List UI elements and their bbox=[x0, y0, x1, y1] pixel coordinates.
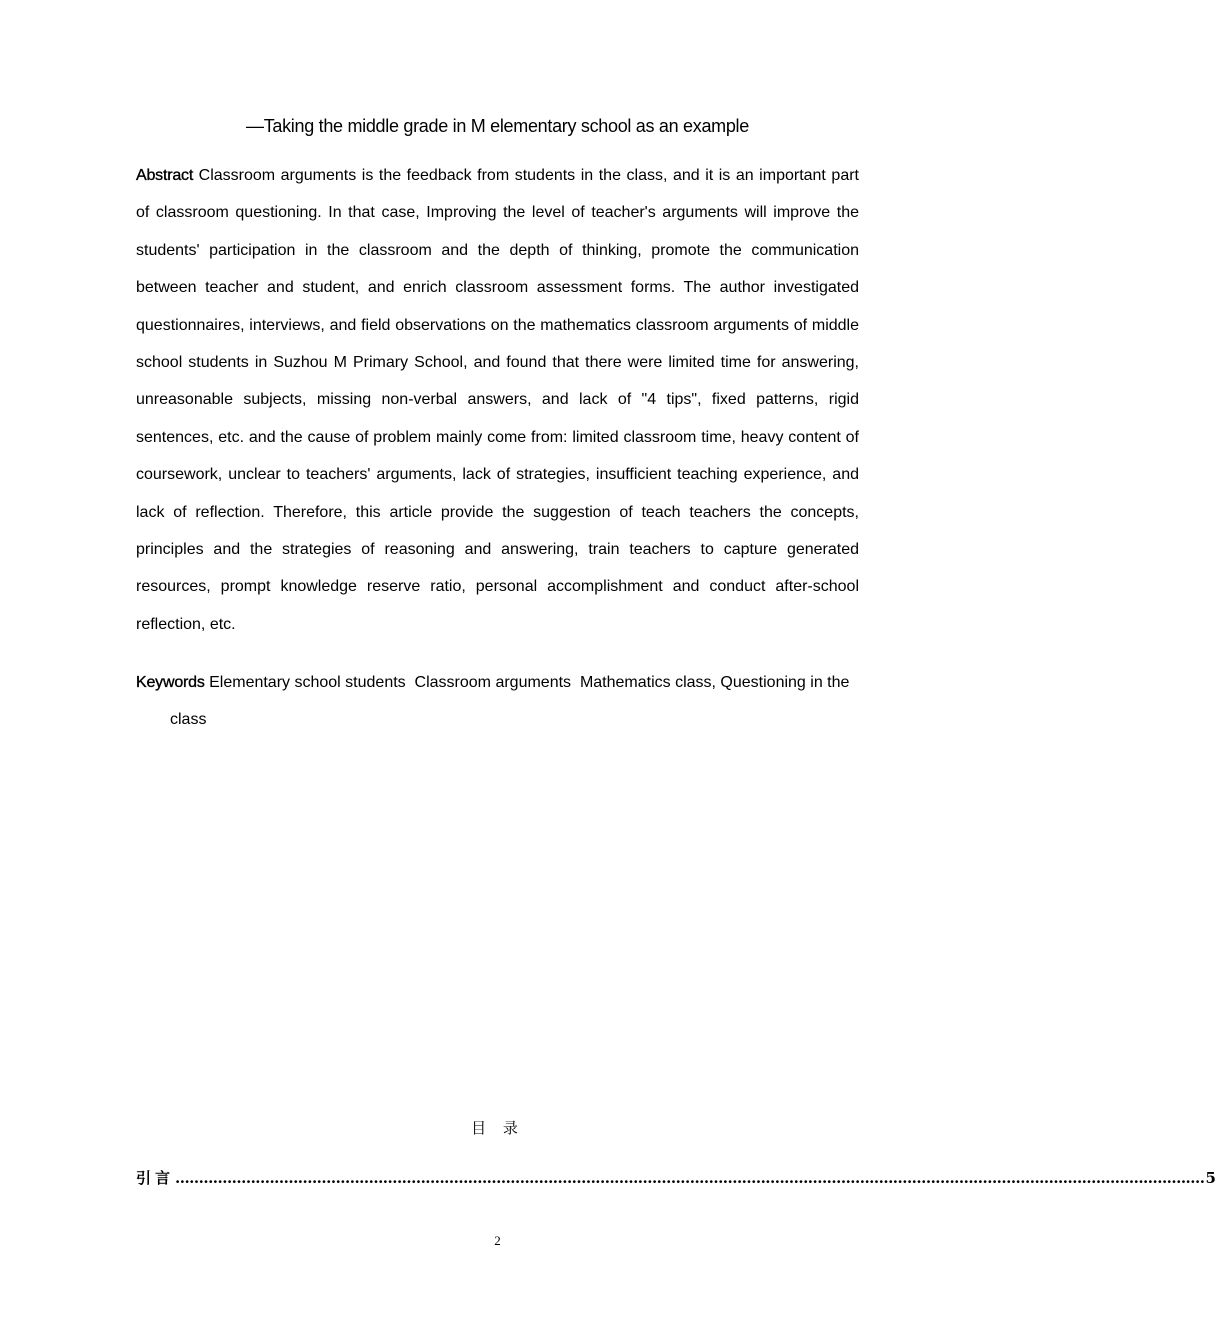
keyword-item: Mathematics class, Questioning in the class bbox=[170, 674, 850, 729]
keywords-paragraph bbox=[136, 664, 859, 739]
abstract-text: Classroom arguments is the feedback from students in the class, and it is an important part of classroom questioning. In that case, Improving the level of teacher's arguments will improve the students' participation in the classroom and the depth of thinking, promote the communication between teacher and student, and enrich classroom assessment forms. The author investigated questionnaires, interviews, and field observations on the mathematics classroom arguments of middle school students in Suzhou M Primary School, and found that there were limited time for answering, unreasonable subjects, missing non-verbal answers, and lack of "4 tips", fixed patterns, rigid sentences, etc. and the cause of problem mainly come from: limited classroom time, heavy content of coursework, unclear to teachers' arguments, lack of strategies, insufficient teaching experience, and lack of reflection. Therefore, this article provide the suggestion of teach teachers the concepts, principles and the strategies of reasoning and answering, train teachers to capture generated resources, prompt knowledge reserve ratio, personal accomplishment and conduct after-school reflection, etc. bbox=[136, 167, 859, 633]
toc-dot-leader: .......................................................................................................................................................................................................................... bbox=[175, 1169, 1205, 1187]
toc-entry-label: 引言 bbox=[136, 1169, 175, 1187]
abstract-label: Abstract bbox=[136, 167, 194, 184]
abstract-paragraph bbox=[136, 157, 859, 643]
document-subtitle: —Taking the middle grade in M elementary school as an example bbox=[246, 116, 749, 136]
keyword-item: Classroom arguments bbox=[414, 674, 572, 691]
page-number: 2 bbox=[494, 1233, 501, 1248]
keywords-label: Keywords bbox=[136, 674, 205, 691]
toc-heading: 目 录 bbox=[471, 1119, 524, 1137]
keyword-item: Elementary school students bbox=[209, 674, 406, 691]
toc-entry-page: 5 bbox=[1205, 1169, 1216, 1187]
toc-entry[interactable] bbox=[136, 1167, 1216, 1189]
